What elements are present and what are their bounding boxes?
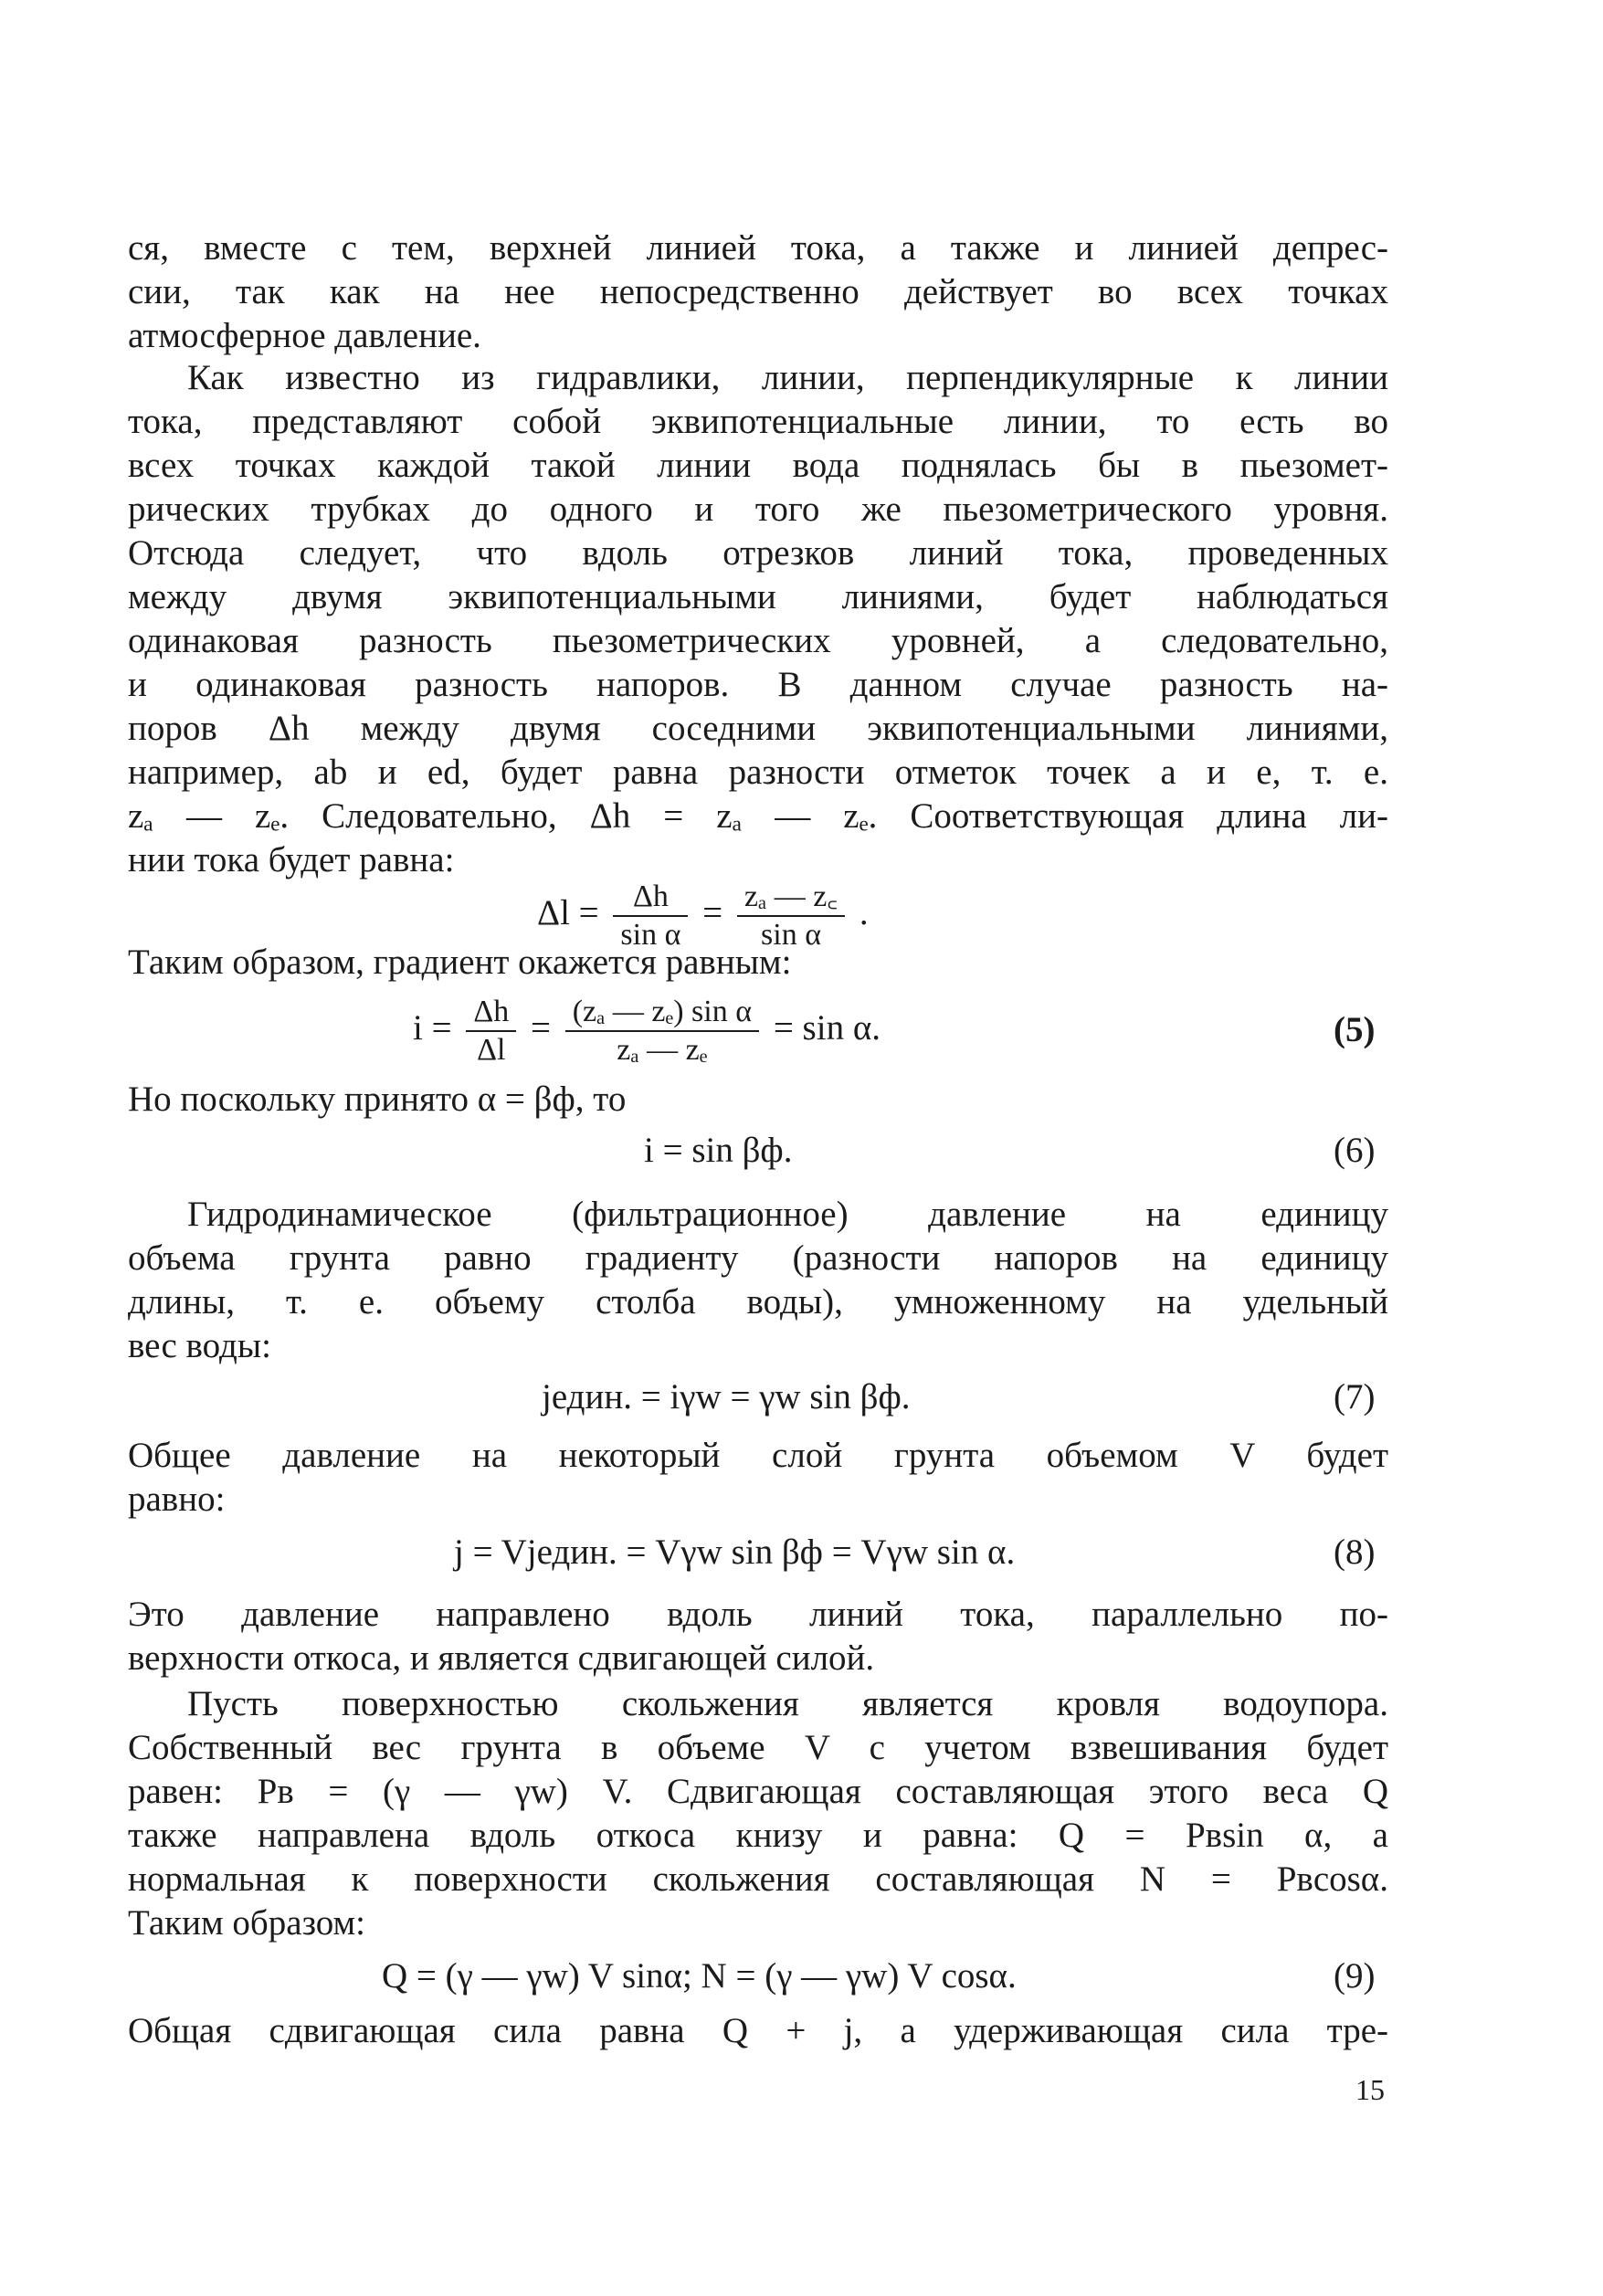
denominator: Δl [477, 1033, 506, 1067]
equation-7: jедин. = iγw = γw sin βф. [542, 1377, 911, 1417]
text-line: и одинаковая разность напоров. В данном случае разность на- [128, 665, 1388, 704]
eq-lhs: i = [413, 1007, 452, 1048]
text-line: например, ab и ed, будет равна разности отметок точек a и e, т. е. [128, 753, 1388, 792]
text-line: верхности откоса, и является сдвигающей силой. [128, 1638, 875, 1678]
equation-number: (5) [1334, 1010, 1376, 1049]
equation-number: (6) [1334, 1131, 1376, 1170]
eq-tail: . [859, 892, 869, 932]
text-line: также направлена вдоль откоса книзу и равна: Q = Pвsin α, а [128, 1816, 1388, 1855]
numerator: (zₐ — zₑ) sin α [565, 994, 759, 1032]
numerator: zₐ — z꜀ [737, 879, 845, 917]
equation-8: j = Vjедин. = Vγw sin βф = Vγw sin α. [454, 1532, 1016, 1572]
eq-tail: = sin α. [773, 1007, 881, 1048]
text-line: равно: [128, 1480, 226, 1519]
fraction [565, 994, 759, 1069]
eq-lhs: Δl = [537, 892, 599, 932]
text-line: Отсюда следует, что вдоль отрезков линий тока, проведенных [128, 533, 1388, 573]
equation-5 [413, 994, 881, 1069]
text-line: поров Δh между двумя соседними эквипотенциальными линиями, [128, 709, 1388, 748]
text-line: нии тока будет равна: [128, 840, 455, 879]
text-line: Общая сдвигающая сила равна Q + j, а удерживающая сила тре- [128, 2011, 1388, 2050]
text-line: ся, вместе с тем, верхней линией тока, а также и линией депрес- [128, 228, 1388, 268]
text-line: вес воды: [128, 1326, 271, 1365]
text-line: всех точках каждой такой линии вода поднялась бы в пьезомет- [128, 446, 1388, 485]
numerator: Δh [613, 879, 688, 917]
text-line: равен: Pв = (γ — γw) V. Сдвигающая составляющая этого веса Q [128, 1772, 1388, 1811]
text-line: нормальная к поверхности скольжения составляющая N = Pвcosα. [128, 1859, 1388, 1899]
text-line: рических трубках до одного и того же пьезометрического уровня. [128, 490, 1388, 529]
text-line: Таким образом, градиент окажется равным: [128, 943, 792, 982]
text-line: Общее давление на некоторый слой грунта объемом V будет [128, 1436, 1388, 1475]
equation-6: i = sin βф. [644, 1131, 793, 1170]
denominator: sin α [620, 918, 681, 952]
text-line: длины, т. е. объему столба воды), умноженному на удельный [128, 1282, 1388, 1322]
numerator: Δh [466, 994, 516, 1032]
text-line: Гидродинамическое (фильтрационное) давление на единицу [187, 1195, 1388, 1234]
equation-number: (9) [1334, 1956, 1376, 1996]
text-line: атмосферное давление. [128, 316, 481, 355]
equation-number: (8) [1334, 1532, 1376, 1572]
text-line: Собственный вес грунта в объеме V с учетом взвешивания будет [128, 1728, 1388, 1767]
denominator: sin α [761, 918, 822, 952]
text-line: Это давление направлено вдоль линий тока, параллельно по- [128, 1595, 1388, 1634]
text-line: одинаковая разность пьезометрических уровней, а следовательно, [128, 621, 1388, 660]
page-number: 15 [1355, 2073, 1385, 2106]
text-line: zₐ — zₑ. Следовательно, Δh = zₐ — zₑ. Соответствующая длина ли- [128, 796, 1388, 836]
eq-sign: = [530, 1007, 551, 1048]
text-line: тока, представляют собой эквипотенциальные линии, то есть во [128, 402, 1388, 441]
text-line: Как известно из гидравлики, линии, перпендикулярные к линии [187, 358, 1388, 397]
text-line: Пусть поверхностью скольжения является кровля водоупора. [187, 1684, 1388, 1723]
text-line: объема грунта равно градиенту (разности напоров на единицу [128, 1238, 1388, 1278]
fraction [466, 994, 516, 1069]
text-line: сии, так как на нее непосредственно действует во всех точках [128, 272, 1388, 311]
eq-sign: = [702, 892, 723, 932]
text-line: между двумя эквипотенциальными линиями, будет наблюдаться [128, 577, 1388, 616]
denominator: zₐ — zₑ [617, 1033, 708, 1067]
equation-9: Q = (γ — γw) V sinα; N = (γ — γw) V cosα. [382, 1956, 1017, 1996]
text-line: Но поскольку принято α = βф, то [128, 1080, 627, 1119]
text-line: Таким образом: [128, 1903, 366, 1943]
equation-number: (7) [1334, 1377, 1376, 1417]
